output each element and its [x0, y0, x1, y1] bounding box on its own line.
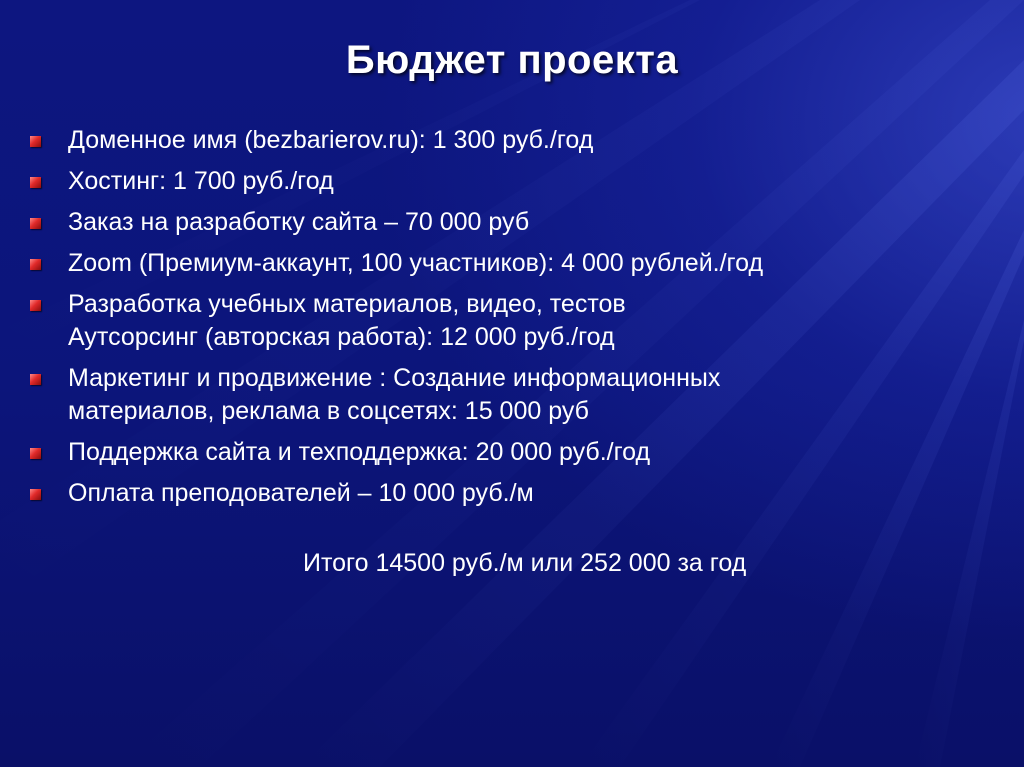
- list-item: [30, 362, 990, 428]
- list-item: [30, 206, 990, 239]
- square-bullet-icon: [30, 259, 41, 270]
- budget-list: [30, 124, 990, 518]
- list-item: [30, 288, 990, 354]
- square-bullet-icon: [30, 448, 41, 459]
- list-item: [30, 165, 990, 198]
- item-text: Оплата преподователей – 10 000 руб./м: [68, 479, 534, 507]
- square-bullet-icon: [30, 136, 41, 147]
- item-text: Разработка учебных материалов, видео, тестов: [68, 290, 626, 318]
- square-bullet-icon: [30, 218, 41, 229]
- item-text: Заказ на разработку сайта – 70 000 руб: [68, 208, 530, 236]
- item-text-continued: Аутсорсинг (авторская работа): 12 000 руб./год: [68, 323, 615, 351]
- square-bullet-icon: [30, 374, 41, 385]
- list-item: [30, 247, 990, 280]
- square-bullet-icon: [30, 489, 41, 500]
- item-text: Доменное имя (bezbarierov.ru): 1 300 руб./год: [68, 126, 594, 154]
- item-text: Хостинг: 1 700 руб./год: [68, 167, 334, 195]
- item-text: Поддержка сайта и техподдержка: 20 000 руб./год: [68, 438, 651, 466]
- list-item: [30, 436, 990, 469]
- item-text-continued: материалов, реклама в соцсетях: 15 000 руб: [68, 397, 589, 425]
- item-text: Маркетинг и продвижение : Создание информационных: [68, 364, 721, 392]
- total-summary: Итого 14500 руб./м или 252 000 за год: [303, 549, 747, 577]
- list-item: [30, 477, 990, 510]
- list-item: [30, 124, 990, 157]
- square-bullet-icon: [30, 300, 41, 311]
- slide-title: Бюджет проекта: [345, 38, 679, 82]
- square-bullet-icon: [30, 177, 41, 188]
- item-text: Zoom (Премиум-аккаунт, 100 участников): 4 000 рублей./год: [68, 249, 764, 277]
